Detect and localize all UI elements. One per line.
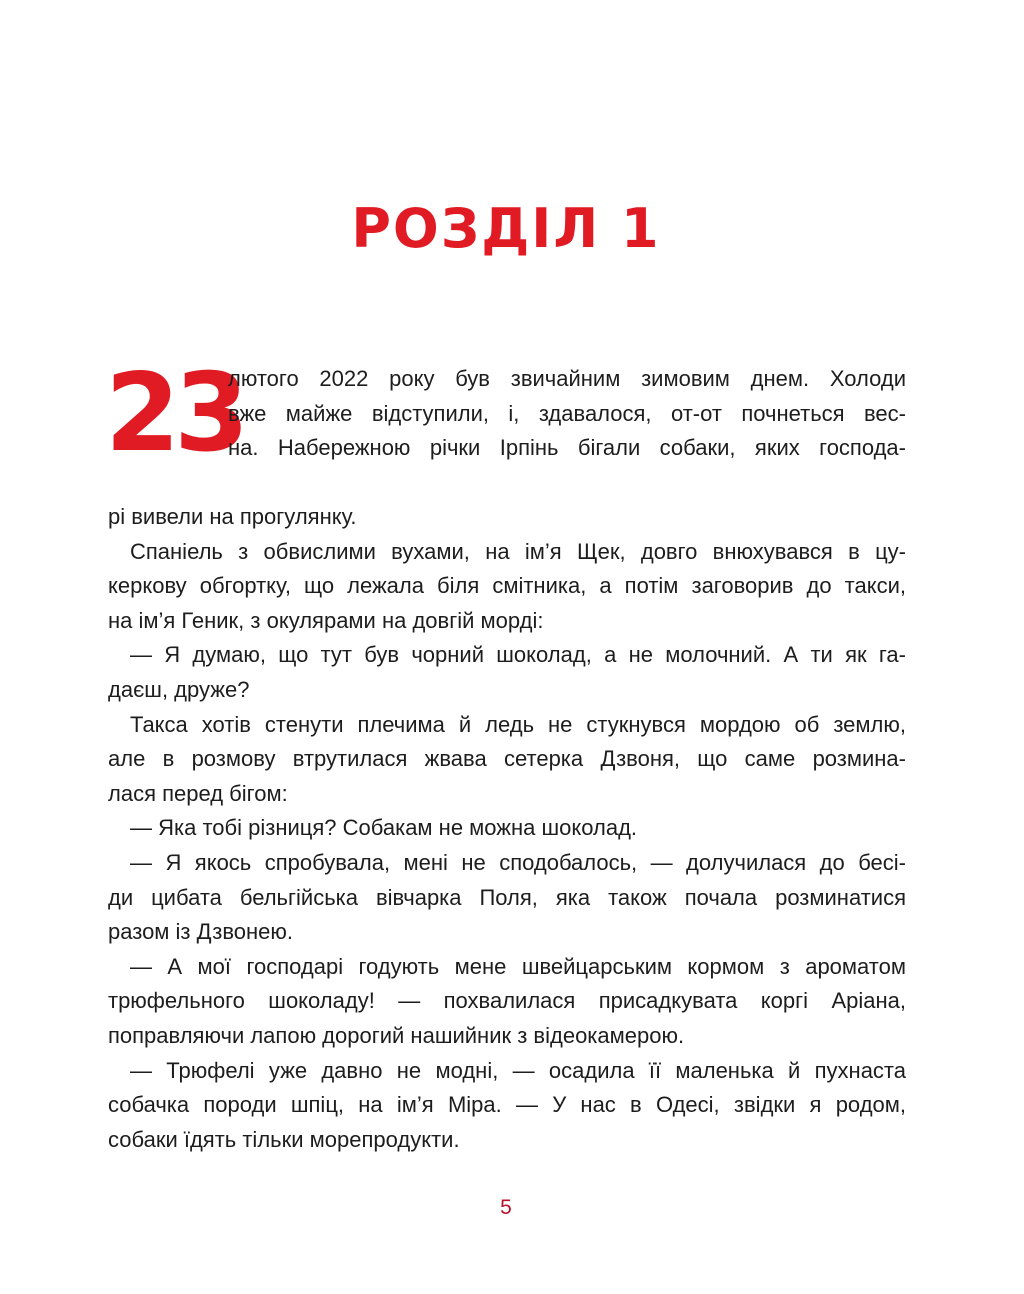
paragraph (108, 1054, 906, 1158)
drop-cap-container (105, 351, 244, 476)
text-line: лютого 2022 року був звичайним зимовим днем. Холоди (228, 366, 906, 391)
text-line: — Яка тобі різниця? Собакам не можна шоколад. (130, 815, 638, 841)
page-number: 5 (500, 1196, 512, 1219)
text-line: на ім’я Геник, з окулярами на довгій морді: (108, 607, 544, 633)
body-text (108, 500, 906, 1157)
text-line: разом із Дзвонею. (108, 919, 294, 945)
paragraph (108, 950, 906, 1054)
text-line: рі вивели на прогулянку. (108, 504, 357, 529)
text-line: собаки їдять тільки морепродукти. (108, 1126, 460, 1152)
first-paragraph-lines (228, 362, 906, 466)
text-line: Такса хотів стенути плечима й ледь не стукнувся мордою об землю, (130, 711, 906, 737)
text-line: керкову обгортку, що лежала біля смітника, а потім заговорив до такси, (108, 573, 906, 599)
text-line: — Я думаю, що тут був чорний шоколад, а не молочний. А ти як га- (130, 642, 906, 668)
text-line: трюфельного шоколаду! — похвалилася присадкувата коргі Аріана, (108, 988, 906, 1014)
paragraph (108, 846, 906, 950)
chapter-title: РОЗДІЛ 1 (351, 197, 661, 261)
text-line: на. Набережною річки Ірпінь бігали собаки, яких господа- (228, 435, 906, 461)
text-line: поправляючи лапою дорогий нашийник з відеокамерою. (108, 1022, 685, 1048)
text-line: — Я якось спробувала, мені не сподобалось, — долучилася до бесі- (130, 849, 906, 875)
text-line: ди цибата бельгійська вівчарка Поля, яка також почала розминатися (108, 884, 906, 910)
paragraph (108, 500, 906, 535)
text-line: вже майже відступили, і, здавалося, от-от почнеться вес- (228, 400, 906, 426)
paragraph (108, 811, 906, 846)
text-line: лася перед бігом: (108, 780, 288, 806)
text-line: Спаніель з обвислими вухами, на ім’я Щек, довго внюхувався в цу- (130, 538, 906, 564)
paragraph (108, 708, 906, 812)
text-line: але в розмову втрутилася жвава сетерка Дзвоня, що саме розмина- (108, 746, 906, 772)
paragraph (108, 535, 906, 639)
text-line: — Трюфелі уже давно не модні, — осадила її маленька й пухнаста (130, 1057, 906, 1083)
paragraph (108, 638, 906, 707)
drop-cap: 23 (105, 351, 244, 476)
text-line: даєш, друже? (108, 676, 250, 702)
text-line: — А мої господарі годують мене швейцарським кормом з ароматом (130, 953, 906, 979)
text-line: собачка породи шпіц, на ім’я Міра. — У нас в Одесі, звідки я родом, (108, 1092, 906, 1118)
